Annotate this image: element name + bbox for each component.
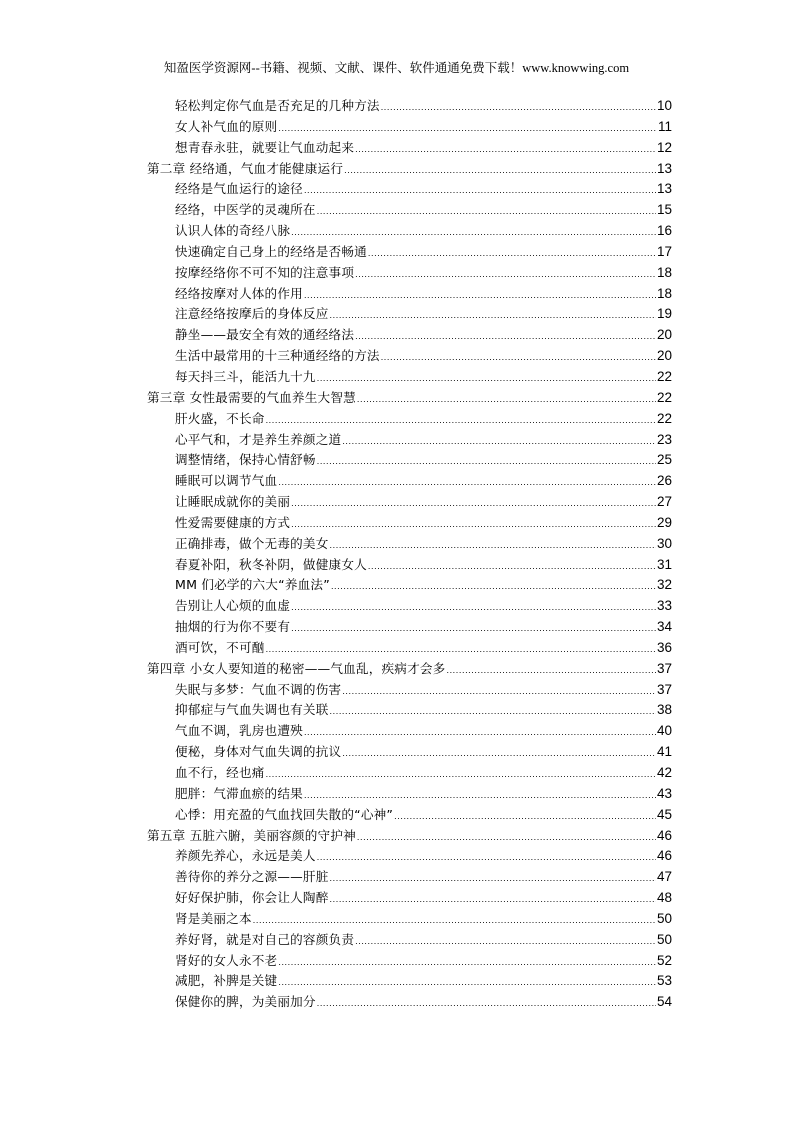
toc-entry[interactable] [147, 680, 672, 701]
toc-entry[interactable] [147, 784, 672, 805]
toc-entry-page: 52 [656, 952, 672, 968]
toc-chapter-page: 37 [656, 660, 672, 676]
toc-entry[interactable] [147, 263, 672, 284]
toc-entry-title: 气血不调，乳房也遭殃 [175, 723, 303, 739]
toc-entry-title: 让睡眠成就你的美丽 [175, 494, 291, 510]
dot-leader [368, 243, 656, 264]
toc-entry-title: 肥胖：气滞血瘀的结果 [175, 785, 303, 801]
toc-chapter[interactable] [147, 659, 672, 680]
toc-entry-page: 15 [656, 202, 672, 218]
dot-leader [266, 639, 656, 660]
toc-entry-title: MM 们必学的六大“养血法” [175, 577, 330, 593]
toc-entry-title: 减肥，补脾是关键 [175, 973, 278, 989]
dot-leader [330, 535, 656, 556]
toc-entry-title: 心悸：用充盈的气血找回失散的“心神” [175, 806, 394, 822]
toc-entry-page: 36 [656, 639, 672, 655]
dot-leader [317, 368, 656, 389]
toc-entry-title: 肾是美丽之本 [175, 910, 252, 926]
toc-chapter[interactable] [147, 388, 672, 409]
toc-entry-title: 经络是气血运行的途径 [175, 181, 303, 197]
toc-entry[interactable] [147, 617, 672, 638]
toc-entry-title: 血不行，经也痛 [175, 765, 265, 780]
toc-entry-page: 54 [656, 994, 672, 1010]
toc-entry[interactable] [147, 638, 672, 659]
dot-leader [291, 597, 656, 618]
toc-entry[interactable] [147, 992, 672, 1013]
toc-entry[interactable] [147, 200, 672, 221]
toc-chapter-page: 46 [656, 827, 672, 843]
toc-entry[interactable] [147, 430, 672, 451]
toc-entry[interactable] [147, 596, 672, 617]
toc-entry-title: 想青春永驻，就要让气血动起来 [175, 139, 355, 155]
toc-entry-page: 32 [656, 577, 672, 593]
toc-entry[interactable] [147, 534, 672, 555]
toc-entry-page: 22 [656, 410, 672, 426]
dot-leader [278, 952, 656, 973]
toc-chapter-title: 第四章 小女人要知道的秘密——气血乱，疾病才会多 [147, 660, 446, 676]
toc-entry-page: 53 [656, 973, 672, 989]
dot-leader [355, 931, 656, 952]
toc-entry-title: 调整情绪，保持心情舒畅 [175, 452, 316, 468]
dot-leader [381, 347, 656, 368]
toc-entry-title: 善待你的养分之源——肝脏 [175, 869, 329, 885]
toc-entry-title: 轻松判定你气血是否充足的几种方法 [175, 98, 380, 113]
dot-leader [278, 118, 657, 139]
toc-entry-page: 33 [656, 598, 672, 614]
toc-entry-title: 按摩经络你不可不知的注意事项 [175, 264, 355, 280]
toc-entry-page: 18 [656, 264, 672, 280]
toc-entry[interactable] [147, 471, 672, 492]
dot-leader [342, 743, 656, 764]
dot-leader [304, 285, 656, 306]
dot-leader [342, 431, 656, 452]
toc-entry-page: 12 [656, 139, 672, 155]
toc-entry-page: 38 [656, 702, 672, 718]
toc-entry-page: 43 [656, 785, 672, 801]
dot-leader [357, 389, 656, 410]
toc-entry-title: 养好肾，就是对自己的容颜负责 [175, 931, 355, 947]
toc-entry[interactable] [147, 492, 672, 513]
dot-leader [278, 972, 656, 993]
dot-leader [355, 326, 656, 347]
toc-entry-title: 酒可饮，不可酗 [175, 639, 265, 655]
dot-leader [291, 514, 656, 535]
toc-entry-title: 肝火盛，不长命 [175, 410, 265, 426]
dot-leader [446, 660, 656, 681]
dot-leader [317, 993, 656, 1014]
toc-entry-page: 18 [656, 285, 672, 301]
toc-entry-page: 25 [656, 452, 672, 468]
toc-entry-page: 34 [656, 619, 672, 635]
toc-entry-page: 20 [656, 348, 672, 364]
toc-entry[interactable] [147, 763, 672, 784]
toc-entry[interactable] [147, 513, 672, 534]
dot-leader [304, 180, 656, 201]
toc-entry-title: 抑郁症与气血失调也有关联 [175, 702, 329, 718]
dot-leader [291, 618, 656, 639]
toc-entry-page: 27 [656, 494, 672, 510]
toc-entry[interactable] [147, 138, 672, 159]
dot-leader [342, 681, 656, 702]
dot-leader [357, 827, 656, 848]
dot-leader [381, 97, 656, 118]
dot-leader [278, 472, 656, 493]
toc-entry[interactable] [147, 867, 672, 888]
toc-entry[interactable] [147, 221, 672, 242]
dot-leader [304, 722, 656, 743]
toc-entry-title: 正确排毒，做个无毒的美女 [175, 535, 329, 551]
toc-entry[interactable] [147, 930, 672, 951]
toc-entry-title: 睡眠可以调节气血 [175, 473, 278, 489]
toc-chapter[interactable] [147, 159, 672, 180]
dot-leader [330, 889, 656, 910]
toc-entry[interactable] [147, 346, 672, 367]
toc-entry-page: 17 [656, 243, 672, 259]
toc-entry[interactable] [147, 742, 672, 763]
toc-entry-title: 性爱需要健康的方式 [175, 514, 291, 530]
dot-leader [330, 868, 656, 889]
toc-entry-title: 经络按摩对人体的作用 [175, 285, 303, 301]
toc-entry[interactable] [147, 846, 672, 867]
page-header: 知盈医学资源网--书籍、视频、文献、课件、软件通通免费下载！www.knowwing.com [163, 61, 630, 75]
toc-entry-page: 13 [656, 181, 672, 197]
dot-leader [330, 701, 656, 722]
toc-entry-page: 42 [656, 765, 672, 780]
toc-entry[interactable] [147, 971, 672, 992]
dot-leader [344, 160, 656, 181]
dot-leader [317, 201, 656, 222]
toc-entry-title: 抽烟的行为你不要有 [175, 619, 291, 635]
toc-entry[interactable] [147, 450, 672, 471]
dot-leader [291, 222, 656, 243]
dot-leader [266, 410, 656, 431]
toc-entry-page: 26 [656, 473, 672, 489]
toc-entry-page: 50 [656, 910, 672, 926]
toc-entry[interactable] [147, 700, 672, 721]
toc-entry-title: 快速确定自己身上的经络是否畅通 [175, 243, 367, 259]
toc-entry-page: 37 [656, 681, 672, 697]
toc-entry[interactable] [147, 117, 672, 138]
table-of-contents [147, 96, 672, 1013]
toc-entry[interactable] [147, 575, 672, 596]
toc-entry-title: 好好保护肺，你会让人陶醉 [175, 890, 329, 906]
toc-entry-page: 16 [656, 223, 672, 239]
dot-leader [355, 139, 656, 160]
toc-entry[interactable] [147, 304, 672, 325]
dot-leader [330, 305, 656, 326]
toc-entry[interactable] [147, 805, 672, 826]
toc-entry-page: 45 [656, 806, 672, 822]
toc-entry-page: 19 [656, 306, 672, 322]
toc-entry-title: 养颜先养心，永远是美人 [175, 848, 316, 864]
toc-entry[interactable] [147, 179, 672, 200]
toc-entry-title: 告别让人心烦的血虚 [175, 598, 291, 614]
toc-entry-title: 肾好的女人永不老 [175, 952, 278, 968]
toc-entry-title: 失眠与多梦：气血不调的伤害 [175, 681, 342, 697]
dot-leader [266, 764, 656, 785]
toc-entry[interactable] [147, 367, 672, 388]
dot-leader [304, 785, 656, 806]
dot-leader [291, 493, 656, 514]
dot-leader [253, 910, 656, 931]
toc-entry[interactable] [147, 909, 672, 930]
toc-entry-title: 春夏补阳，秋冬补阴，做健康女人 [175, 556, 367, 572]
toc-entry-title: 认识人体的奇经八脉 [175, 223, 291, 239]
dot-leader [394, 806, 656, 827]
toc-entry[interactable] [147, 555, 672, 576]
dot-leader [317, 451, 656, 472]
toc-chapter[interactable] [147, 826, 672, 847]
toc-entry[interactable] [147, 409, 672, 430]
toc-entry[interactable] [147, 96, 672, 117]
dot-leader [355, 264, 656, 285]
toc-entry-title: 保健你的脾，为美丽加分 [175, 994, 316, 1010]
toc-entry-title: 生活中最常用的十三种通经络的方法 [175, 348, 380, 364]
toc-entry-page: 22 [656, 368, 672, 384]
toc-entry-page: 30 [656, 535, 672, 551]
toc-entry-page: 10 [656, 98, 672, 113]
toc-entry-page: 31 [656, 556, 672, 572]
toc-entry[interactable] [147, 721, 672, 742]
toc-entry[interactable] [147, 242, 672, 263]
toc-entry[interactable] [147, 325, 672, 346]
toc-entry-title: 经络，中医学的灵魂所在 [175, 202, 316, 218]
toc-chapter-title: 第五章 五脏六腑，美丽容颜的守护神 [147, 827, 356, 843]
toc-entry-title: 每天抖三斗，能活九十九 [175, 368, 316, 384]
toc-entry[interactable] [147, 951, 672, 972]
toc-entry-page: 50 [656, 931, 672, 947]
toc-chapter-page: 13 [656, 160, 672, 176]
toc-entry-page: 41 [656, 744, 672, 760]
dot-leader [368, 556, 656, 577]
toc-chapter-title: 第三章 女性最需要的气血养生大智慧 [147, 389, 356, 405]
toc-entry-page: 29 [656, 514, 672, 530]
toc-entry-page: 46 [656, 848, 672, 864]
dot-leader [331, 576, 656, 597]
toc-entry-page: 23 [656, 431, 672, 447]
toc-entry-title: 注意经络按摩后的身体反应 [175, 306, 329, 322]
toc-entry-title: 静坐——最安全有效的通经络法 [175, 327, 355, 343]
toc-entry-title: 女人补气血的原则 [175, 118, 278, 134]
toc-chapter-page: 22 [656, 389, 672, 405]
toc-chapter-title: 第二章 经络通，气血才能健康运行 [147, 160, 344, 176]
toc-entry-page: 40 [656, 723, 672, 739]
toc-entry-page: 11 [657, 118, 672, 134]
dot-leader [317, 847, 656, 868]
toc-entry[interactable] [147, 888, 672, 909]
toc-entry[interactable] [147, 284, 672, 305]
toc-entry-page: 47 [656, 869, 672, 885]
toc-entry-title: 心平气和，才是养生养颜之道 [175, 431, 342, 447]
toc-entry-title: 便秘，身体对气血失调的抗议 [175, 744, 342, 760]
toc-entry-page: 48 [656, 890, 672, 906]
toc-entry-page: 20 [656, 327, 672, 343]
